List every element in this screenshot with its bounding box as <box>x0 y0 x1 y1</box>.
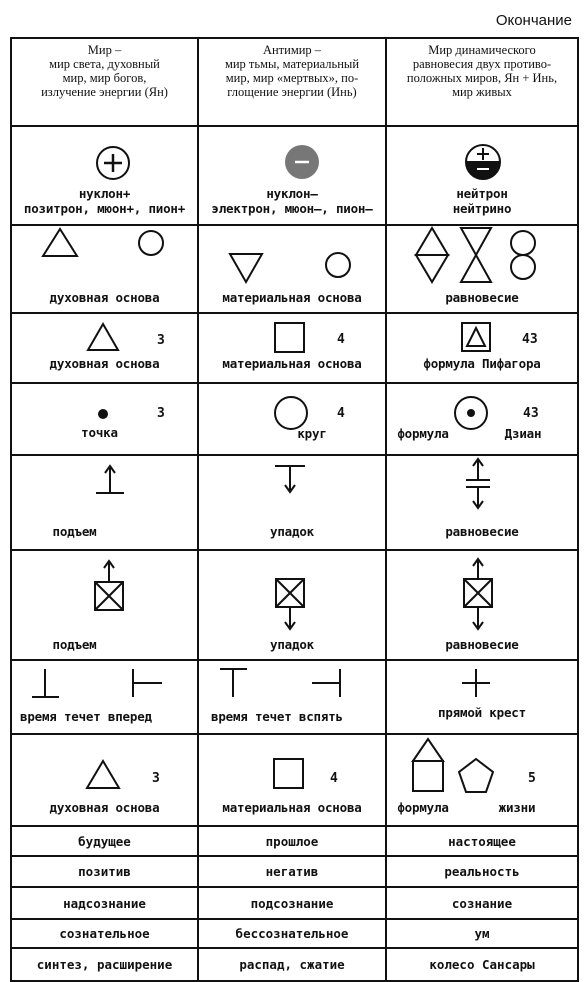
table-row: надсознание подсознание сознание <box>11 887 578 919</box>
table-row: будущее прошлое настоящее <box>11 826 578 856</box>
table-row: синтез, расширение распад, сжатие колесо Сансары <box>11 948 578 981</box>
table-row: 3 духовная основа 4 материальная основа 5 формула жизни <box>11 734 578 826</box>
header-antiworld: Антимир – мир тьмы, материальный мир, мир «мертвых», по- глощение энергии (Инь) <box>198 38 386 126</box>
table-row: подъем упадок равновесие <box>11 550 578 660</box>
table-row: духовная основа материальная основа равновесие <box>11 225 578 313</box>
header-world: Мир – мир света, духовный мир, мир богов, излучение энергии (Ян) <box>11 38 198 126</box>
header-balance-world: Мир динамического равновесия двух противо- положных миров, Ян + Инь, мир живых <box>386 38 578 126</box>
dot-in-circle-icon <box>387 384 579 454</box>
table-header-row <box>11 38 578 126</box>
table-row: позитив негатив реальность <box>11 856 578 887</box>
table-row: 3 точка 4 круг 43 формула Дзиан <box>11 383 578 455</box>
straight-cross-icon <box>387 661 579 733</box>
table-row: 3 духовная основа 4 материальная основа 43 формула Пифагора <box>11 313 578 383</box>
triangle-icon <box>12 314 199 382</box>
circle-icon <box>199 384 387 454</box>
table-row: время течет вперед время течет вспять прямой крест <box>11 660 578 734</box>
table-row: подъем упадок равновесие <box>11 455 578 550</box>
table-row: сознательное бессознательное ум <box>11 919 578 948</box>
table-row: нуклон+ позитрон, мюон+, пион+ нуклон– электрон, мюон–, пион– нейтрон нейтрино <box>11 126 578 225</box>
triangle-in-square-icon <box>387 314 579 382</box>
dot-icon <box>12 384 199 454</box>
square-icon <box>199 314 387 382</box>
symbols-table <box>10 37 579 982</box>
continuation-caption: Окончание <box>495 12 572 29</box>
